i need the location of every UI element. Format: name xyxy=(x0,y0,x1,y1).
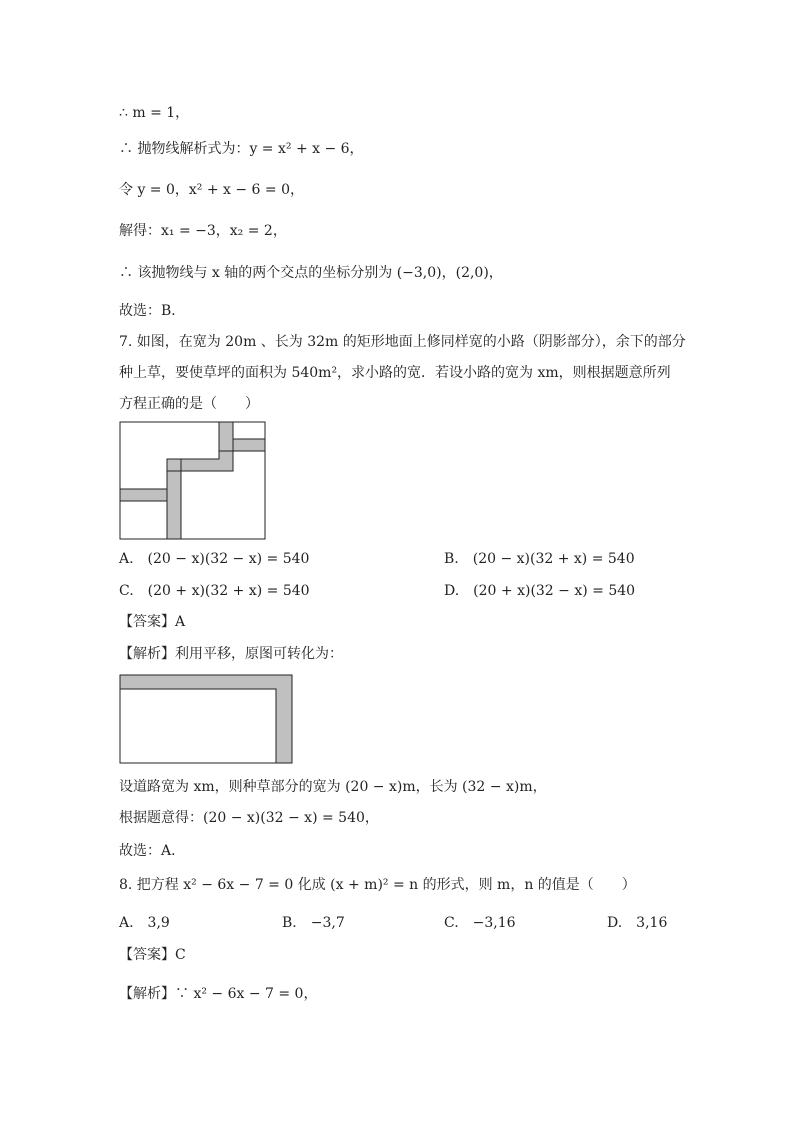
road-vertical-upper xyxy=(219,422,233,451)
line-choose-b: 故选：B． xyxy=(119,303,186,319)
q7-figure-roads xyxy=(119,421,267,541)
q7-option-b: B. (20 − x)(32 + x) = 540 xyxy=(444,551,635,567)
line-m-equals-1: ∴ m = 1， xyxy=(119,105,190,121)
q7-option-c: C. (20 + x)(32 + x) = 540 xyxy=(119,583,310,599)
q7-analysis: 【解析】利用平移，原图可转化为： xyxy=(119,646,343,662)
line-roots: 解得：x₁ = −3，x₂ = 2， xyxy=(119,223,287,239)
road-vertical-lower xyxy=(167,471,181,539)
q7-figure-translated xyxy=(119,674,295,766)
q8-option-b: B. −3,7 xyxy=(282,915,345,931)
q7-answer: 【答案】A xyxy=(119,614,186,630)
q7-stem-line-2: 种上草，要使草坪的面积为 540m²，求小路的宽．若设小路的宽为 xm，则根据题意所列 xyxy=(119,365,671,381)
q7-stem-line-3: 方程正确的是（ ） xyxy=(119,396,259,412)
q7-solution-line-2: 根据题意得：(20 − x)(32 − x) = 540， xyxy=(119,810,379,826)
q7-solution-line-3: 故选：A． xyxy=(119,843,186,859)
q7-stem-line-1: 7. 如图，在宽为 20m 、长为 32m 的矩形地面上修同样宽的小路（阴影部分），余下的部分 xyxy=(119,334,686,350)
line-intersection-points: ∴ 该抛物线与 x 轴的两个交点的坐标分别为 (−3,0)，(2,0)， xyxy=(119,265,503,281)
q8-stem: 8. 把方程 x² − 6x − 7 = 0 化成 (x + m)² = n 的形式，则 m，n 的值是（ ） xyxy=(119,877,636,893)
q8-answer: 【答案】C xyxy=(119,947,186,963)
q8-option-a: A. 3,9 xyxy=(119,915,170,931)
q7-solution-line-1: 设道路宽为 xm，则种草部分的宽为 (20 − x)m，长为 (32 − x)m， xyxy=(119,779,547,795)
q8-analysis: 【解析】∵ x² − 6x − 7 = 0， xyxy=(119,986,318,1002)
q7-option-d: D. (20 + x)(32 − x) = 540 xyxy=(444,583,636,599)
line-parabola-expression: ∴ 抛物线解析式为：y = x² + x − 6， xyxy=(119,141,364,157)
line-set-y-zero: 令 y = 0，x² + x − 6 = 0， xyxy=(119,182,305,198)
q8-option-d: D. 3,16 xyxy=(607,915,668,931)
q7-option-a: A. (20 − x)(32 − x) = 540 xyxy=(119,551,310,567)
q8-option-c: C. −3,16 xyxy=(444,915,516,931)
